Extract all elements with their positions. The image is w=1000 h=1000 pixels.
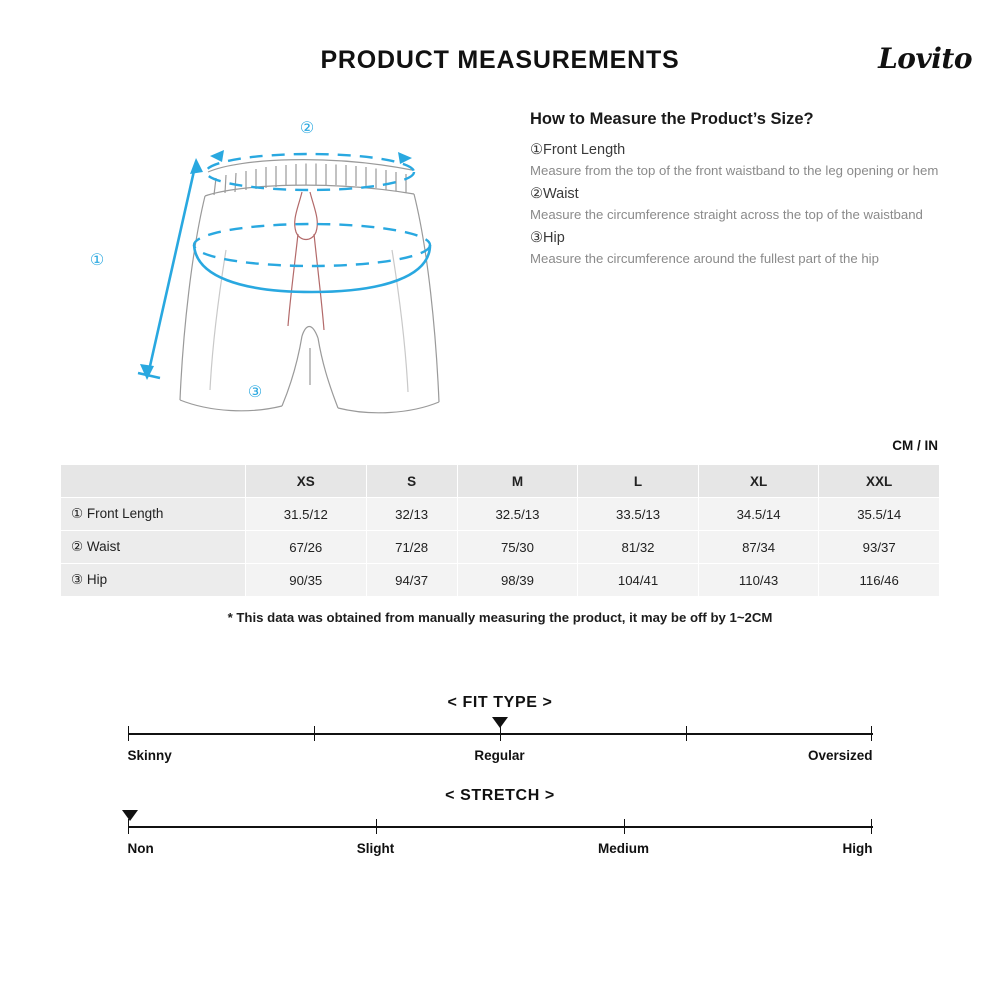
cell-hip-m: 98/39	[457, 564, 578, 597]
stretch-tick-3	[871, 819, 873, 834]
cell-front-length-m: 32.5/13	[457, 498, 578, 531]
cell-waist-s: 71/28	[366, 531, 457, 564]
cell-front-length-xxl: 35.5/14	[819, 498, 940, 531]
measure-item-label: ②Waist	[530, 185, 579, 202]
measure-item-desc: Measure the circumference straight across the top of the waistband	[530, 206, 923, 222]
table-row	[61, 498, 940, 531]
table-header-xs: XS	[246, 465, 367, 498]
cell-waist-xxl: 93/37	[819, 531, 940, 564]
cell-waist-xl: 87/34	[698, 531, 819, 564]
fit-type-section	[0, 694, 1000, 768]
measure-item-desc: Measure from the top of the front waistband to the leg opening or hem	[530, 163, 939, 178]
shorts-illustration	[40, 100, 510, 430]
fit-type-labels	[128, 748, 873, 768]
cell-hip-l: 104/41	[578, 564, 699, 597]
stretch-marker	[122, 810, 138, 821]
fit-type-label-oversized: Oversized	[807, 748, 873, 763]
cell-waist-l: 81/32	[578, 531, 699, 564]
table-header-l: L	[578, 465, 699, 498]
table-header-xxl: XXL	[819, 465, 940, 498]
fit-type-label-skinny: Skinny	[127, 748, 172, 763]
row-label-waist: ② Waist	[61, 531, 246, 564]
fit-type-label-regular: Regular	[474, 748, 525, 763]
table-row	[61, 564, 940, 597]
cell-hip-s: 94/37	[366, 564, 457, 597]
how-to-measure-title: How to Measure the Product’s Size?	[530, 110, 814, 128]
table-header-row	[61, 465, 940, 498]
fit-type-tick-2	[500, 726, 502, 741]
stretch-label-medium: Medium	[597, 841, 650, 856]
cell-hip-xl: 110/43	[698, 564, 819, 597]
table-row	[61, 531, 940, 564]
stretch-axis	[128, 826, 873, 828]
page-title: PRODUCT MEASUREMENTS	[320, 46, 680, 74]
measure-item-desc: Measure the circumference around the fullest part of the hip	[530, 250, 879, 266]
fit-type-marker	[492, 717, 508, 728]
fit-type-tick-4	[871, 726, 873, 741]
stretch-labels	[128, 841, 873, 861]
callout-3-label: ③	[247, 384, 263, 401]
cell-waist-xs: 67/26	[246, 531, 367, 564]
measure-item-front-length	[530, 142, 960, 182]
measure-item-label: ③Hip	[530, 229, 565, 246]
stretch-label-high: High	[842, 841, 873, 856]
size-table	[60, 464, 940, 597]
cell-front-length-xs: 31.5/12	[246, 498, 367, 531]
callout-2-label: ②	[299, 120, 315, 137]
row-label-hip: ③ Hip	[61, 564, 246, 597]
stretch-label-slight: Slight	[356, 841, 395, 856]
cell-hip-xs: 90/35	[246, 564, 367, 597]
brand-logo: Lovito	[878, 42, 972, 75]
fit-type-tick-3	[686, 726, 688, 741]
stretch-scale	[128, 815, 873, 837]
stretch-label-non: Non	[127, 841, 154, 856]
fit-type-title: < FIT TYPE >	[447, 694, 553, 711]
cell-front-length-s: 32/13	[366, 498, 457, 531]
cell-hip-xxl: 116/46	[819, 564, 940, 597]
units-label: CM / IN	[892, 438, 938, 453]
table-corner-cell	[61, 465, 246, 498]
table-header-s: S	[366, 465, 457, 498]
product-diagram	[40, 100, 510, 430]
how-to-measure-section	[530, 110, 960, 273]
stretch-title: < STRETCH >	[445, 787, 555, 804]
measure-item-hip	[530, 230, 960, 270]
stretch-section	[0, 787, 1000, 861]
measure-item-label: ①Front Length	[530, 142, 626, 158]
cell-front-length-xl: 34.5/14	[698, 498, 819, 531]
measure-item-waist	[530, 186, 960, 226]
stretch-tick-2	[624, 819, 626, 834]
stretch-tick-0	[128, 819, 130, 834]
cell-front-length-l: 33.5/13	[578, 498, 699, 531]
fit-type-tick-0	[128, 726, 130, 741]
cell-waist-m: 75/30	[457, 531, 578, 564]
table-header-xl: XL	[698, 465, 819, 498]
row-label-front-length: ① Front Length	[61, 498, 246, 531]
measurement-disclaimer: * This data was obtained from manually measuring the product, it may be off by 1~2CM	[227, 610, 773, 625]
callout-1-label: ①	[89, 252, 105, 269]
fit-type-scale	[128, 722, 873, 744]
stretch-tick-1	[376, 819, 378, 834]
fit-type-tick-1	[314, 726, 316, 741]
table-header-m: M	[457, 465, 578, 498]
